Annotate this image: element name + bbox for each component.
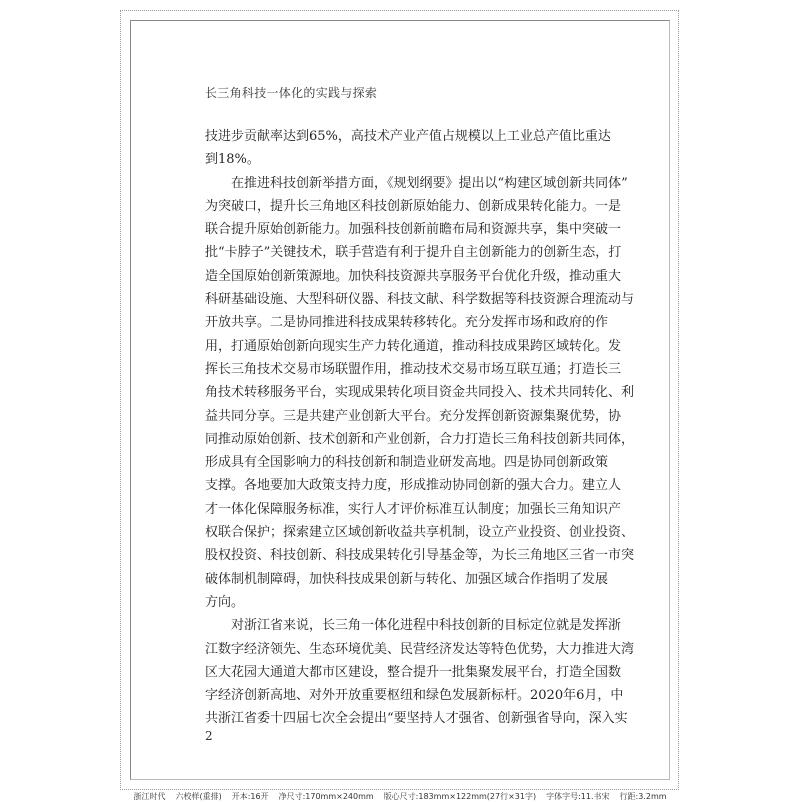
text-line: 才一体化保障服务标准，实行人才评价标准互认制度；加强长三角知识产 [205, 501, 622, 517]
text-line: 字经济创新高地、对外开放重要枢纽和绿色发展新标杆。2020年6月，中 [205, 688, 624, 704]
text-line: 方向。 [205, 594, 245, 610]
text-line: 为突破口，提升长三角地区科技创新原始能力、创新成果转化能力。一是 [205, 198, 622, 214]
text-line: 区大花园大通道大都市区建设，整合提升一批集聚发展平台，打造全国数 [205, 664, 622, 680]
print-spec-footer [0, 791, 800, 802]
footer-spec-item: 浙江时代 [133, 792, 166, 801]
text-line: 共浙江省委十四届七次全会提出“要坚持人才强省、创新强省导向，深入实 [205, 711, 628, 727]
text-line: 权联合保护；探索建立区域创新收益共享机制，设立产业投资、创业投资、 [205, 525, 635, 541]
text-line: 江数字经济领先、生态环境优美、民营经济发达等特色优势，大力推进大湾 [205, 641, 635, 657]
text-line: 同推动原始创新、技术创新和产业创新，合力打造长三角科技创新共同体， [205, 431, 635, 447]
running-head: 长三角科技一体化的实践与探索 [205, 86, 378, 100]
footer-spec-item: 字体字号:11.书宋 [546, 792, 610, 801]
footer-spec-item: 净尺寸:170mm×240mm [278, 792, 374, 801]
page-number: 2 [205, 729, 213, 743]
footer-spec-item: 开本:16开 [231, 792, 269, 801]
text-line: 造全国原始创新策源地。加快科技资源共享服务平台优化升级，推动重大 [205, 268, 622, 284]
text-line: 益共同分享。三是共建产业创新大平台。充分发挥创新资源集聚优势，协 [205, 408, 622, 424]
text-line: 在推进科技创新举措方面，《规划纲要》提出以“构建区域创新共同体” [231, 175, 628, 191]
text-line: 科研基础设施、大型科研仪器、科技文献、科学数据等科技资源合理流动与 [205, 292, 635, 308]
text-line: 联合提升原始创新能力。加强科技创新前瞻布局和资源共享，集中突破一 [205, 222, 622, 238]
text-line: 角技术转移服务平台，实现成果转化项目资金共同投入、技术共同转化、利 [205, 385, 635, 401]
text-line: 到18%。 [205, 152, 260, 168]
footer-spec-item: 版心尺寸:183mm×122mm(27行×31字) [383, 792, 537, 801]
text-line: 股权投资、科技创新、科技成果转化引导基金等，为长三角地区三省一市突 [205, 548, 635, 564]
text-line: 用，打通原始创新向现实生产力转化通道，推动科技成果跨区域转化。发 [205, 338, 622, 354]
text-line: 形成具有全国影响力的科技创新和制造业研发高地。四是协同创新政策 [205, 455, 609, 471]
paragraph [205, 614, 635, 730]
text-line: 挥长三角技术交易市场联盟作用，推动技术交易市场互联互通；打造长三 [205, 361, 622, 377]
paragraph [205, 172, 635, 615]
text-line: 支撑。各地要加大政策支持力度，形成推动协同创新的强大合力。建立人 [205, 478, 622, 494]
text-line: 技进步贡献率达到65%，高技术产业产值占规模以上工业总产值比重达 [205, 129, 611, 144]
body-text [205, 125, 635, 731]
text-line: 批“卡脖子”关键技术，联手营造有利于提升自主创新能力的创新生态，打 [205, 245, 622, 261]
text-line: 对浙江省来说，长三角一体化进程中科技创新的目标定位就是发挥浙 [231, 618, 622, 634]
text-line: 破体制机制障碍，加快科技成果创新与转化、加强区域合作指明了发展 [205, 571, 609, 587]
footer-spec-item: 行距:3.2mm [619, 792, 667, 801]
text-line: 开放共享。二是协同推进科技成果转移转化。充分发挥市场和政府的作 [205, 315, 609, 331]
footer-spec-item: 六校样(重排) [175, 792, 222, 801]
paragraph [205, 125, 611, 172]
